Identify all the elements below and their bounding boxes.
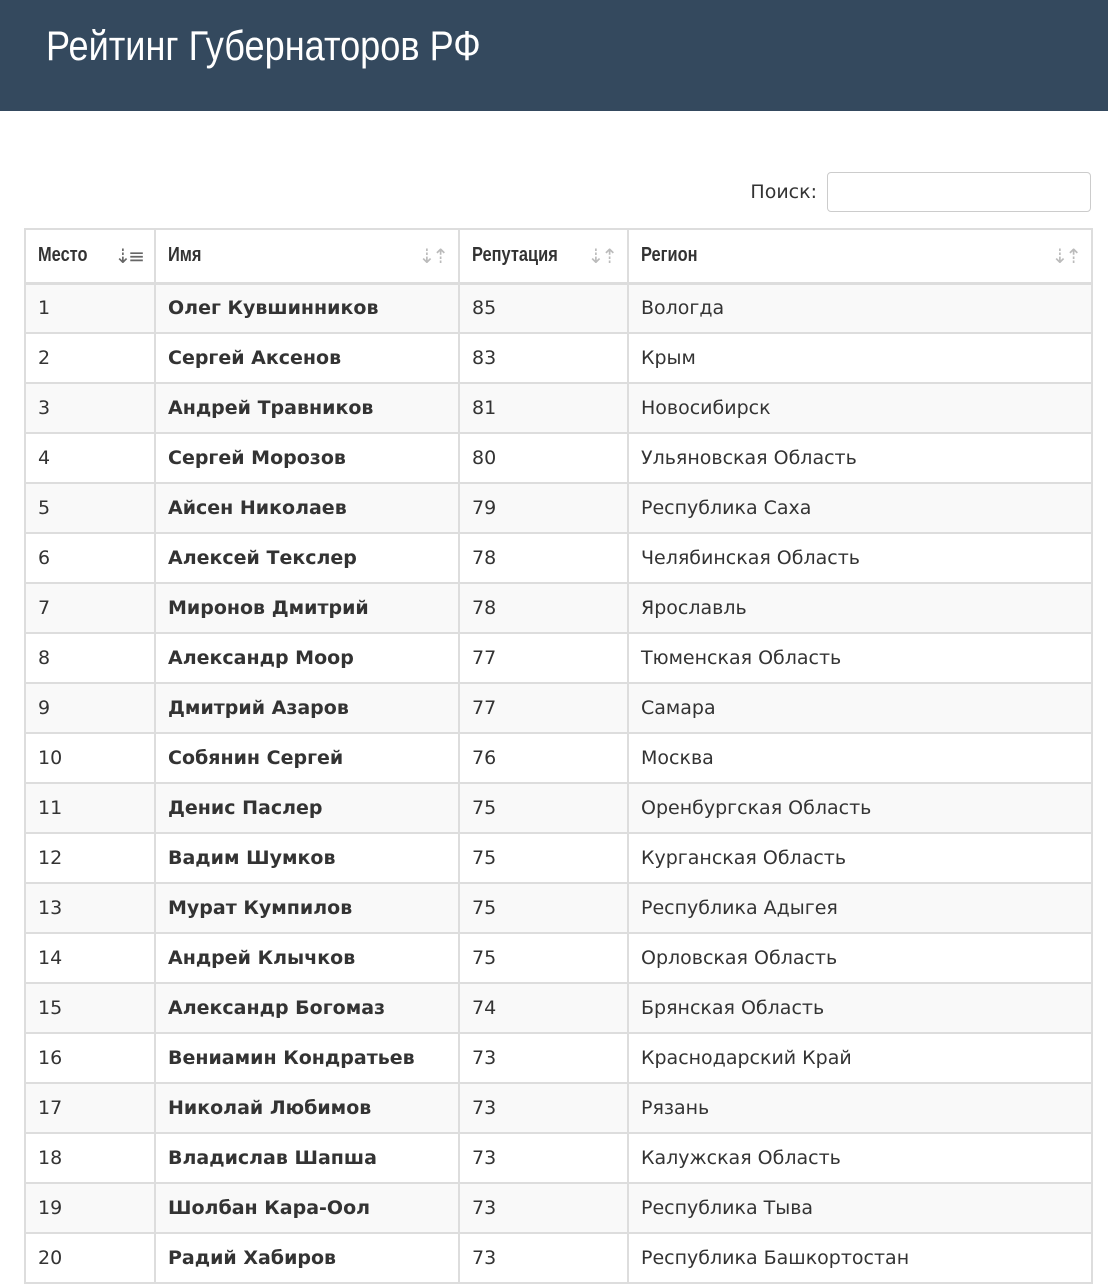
name-cell: Айсен Николаев [155,483,459,533]
place-cell: 13 [25,883,155,933]
header-row [25,229,1092,283]
table-row [25,783,1092,833]
column-header-place[interactable] [25,229,155,283]
reputation-cell: 75 [459,933,628,983]
place-cell: 12 [25,833,155,883]
table-row [25,533,1092,583]
sort-both-icon: ⇣⇡ [418,243,446,268]
region-cell: Курганская Область [628,833,1092,883]
region-cell: Новосибирск [628,383,1092,433]
sort-ascending-active-icon: ⇣≡ [114,243,142,268]
name-cell: Собянин Сергей [155,733,459,783]
region-cell: Республика Саха [628,483,1092,533]
table-row [25,733,1092,783]
place-cell: 19 [25,1183,155,1233]
column-header-reputation[interactable] [459,229,628,283]
name-cell: Андрей Травников [155,383,459,433]
table-row [25,633,1092,683]
table-row [25,683,1092,733]
name-cell: Александр Моор [155,633,459,683]
reputation-cell: 73 [459,1233,628,1283]
name-cell: Вениамин Кондратьев [155,1033,459,1083]
table-row [25,1033,1092,1083]
column-header-region[interactable] [628,229,1092,283]
place-cell: 16 [25,1033,155,1083]
table-row [25,333,1092,383]
region-cell: Республика Тыва [628,1183,1092,1233]
reputation-cell: 74 [459,983,628,1033]
place-cell: 9 [25,683,155,733]
name-cell: Алексей Текслер [155,533,459,583]
reputation-cell: 75 [459,783,628,833]
region-cell: Ульяновская Область [628,433,1092,483]
name-cell: Миронов Дмитрий [155,583,459,633]
place-cell: 6 [25,533,155,583]
column-header-label: Имя [168,244,202,267]
reputation-cell: 77 [459,683,628,733]
table-row [25,583,1092,633]
table-row [25,433,1092,483]
place-cell: 14 [25,933,155,983]
reputation-cell: 73 [459,1183,628,1233]
place-cell: 7 [25,583,155,633]
region-cell: Тюменская Область [628,633,1092,683]
region-cell: Краснодарский Край [628,1033,1092,1083]
column-header-label: Репутация [472,244,558,267]
region-cell: Калужская Область [628,1133,1092,1183]
name-cell: Радий Хабиров [155,1233,459,1283]
place-cell: 18 [25,1133,155,1183]
reputation-cell: 73 [459,1083,628,1133]
name-cell: Мурат Кумпилов [155,883,459,933]
ratings-table [24,228,1093,1284]
place-cell: 11 [25,783,155,833]
place-cell: 4 [25,433,155,483]
table-row [25,483,1092,533]
region-cell: Самара [628,683,1092,733]
place-cell: 20 [25,1233,155,1283]
reputation-cell: 75 [459,833,628,883]
name-cell: Дмитрий Азаров [155,683,459,733]
table-row [25,883,1092,933]
name-cell: Сергей Аксенов [155,333,459,383]
region-cell: Челябинская Область [628,533,1092,583]
place-cell: 5 [25,483,155,533]
region-cell: Вологда [628,283,1092,333]
region-cell: Рязань [628,1083,1092,1133]
region-cell: Москва [628,733,1092,783]
region-cell: Крым [628,333,1092,383]
reputation-cell: 78 [459,533,628,583]
page-header [0,0,1108,111]
region-cell: Брянская Область [628,983,1092,1033]
table-row [25,933,1092,983]
place-cell: 17 [25,1083,155,1133]
name-cell: Шолбан Кара-Оол [155,1183,459,1233]
page-title: Рейтинг Губернаторов РФ [46,22,481,69]
table-row [25,833,1092,883]
name-cell: Андрей Клычков [155,933,459,983]
name-cell: Олег Кувшинников [155,283,459,333]
place-cell: 8 [25,633,155,683]
region-cell: Республика Адыгея [628,883,1092,933]
reputation-cell: 83 [459,333,628,383]
reputation-cell: 85 [459,283,628,333]
reputation-cell: 79 [459,483,628,533]
reputation-cell: 77 [459,633,628,683]
sort-both-icon: ⇣⇡ [1051,243,1079,268]
reputation-cell: 80 [459,433,628,483]
table-body [25,283,1092,1283]
table-row [25,983,1092,1033]
column-header-name[interactable] [155,229,459,283]
name-cell: Сергей Морозов [155,433,459,483]
name-cell: Александр Богомаз [155,983,459,1033]
place-cell: 10 [25,733,155,783]
table-row [25,283,1092,333]
sort-both-icon: ⇣⇡ [587,243,615,268]
name-cell: Владислав Шапша [155,1133,459,1183]
table-row [25,1133,1092,1183]
region-cell: Ярославль [628,583,1092,633]
place-cell: 1 [25,283,155,333]
table-row [25,1083,1092,1133]
search-input[interactable] [827,172,1091,212]
place-cell: 15 [25,983,155,1033]
reputation-cell: 73 [459,1033,628,1083]
search-label: Поиск: [750,180,817,203]
name-cell: Денис Паслер [155,783,459,833]
table-row [25,1183,1092,1233]
table-row [25,383,1092,433]
region-cell: Орловская Область [628,933,1092,983]
reputation-cell: 73 [459,1133,628,1183]
place-cell: 2 [25,333,155,383]
reputation-cell: 81 [459,383,628,433]
region-cell: Республика Башкортостан [628,1233,1092,1283]
table-row [25,1233,1092,1283]
column-header-label: Место [38,244,88,267]
reputation-cell: 75 [459,883,628,933]
reputation-cell: 78 [459,583,628,633]
search-bar [750,170,1091,213]
ratings-table-container [24,228,1091,1284]
column-header-label: Регион [641,244,698,267]
place-cell: 3 [25,383,155,433]
reputation-cell: 76 [459,733,628,783]
region-cell: Оренбургская Область [628,783,1092,833]
table-header [25,229,1092,283]
name-cell: Вадим Шумков [155,833,459,883]
name-cell: Николай Любимов [155,1083,459,1133]
